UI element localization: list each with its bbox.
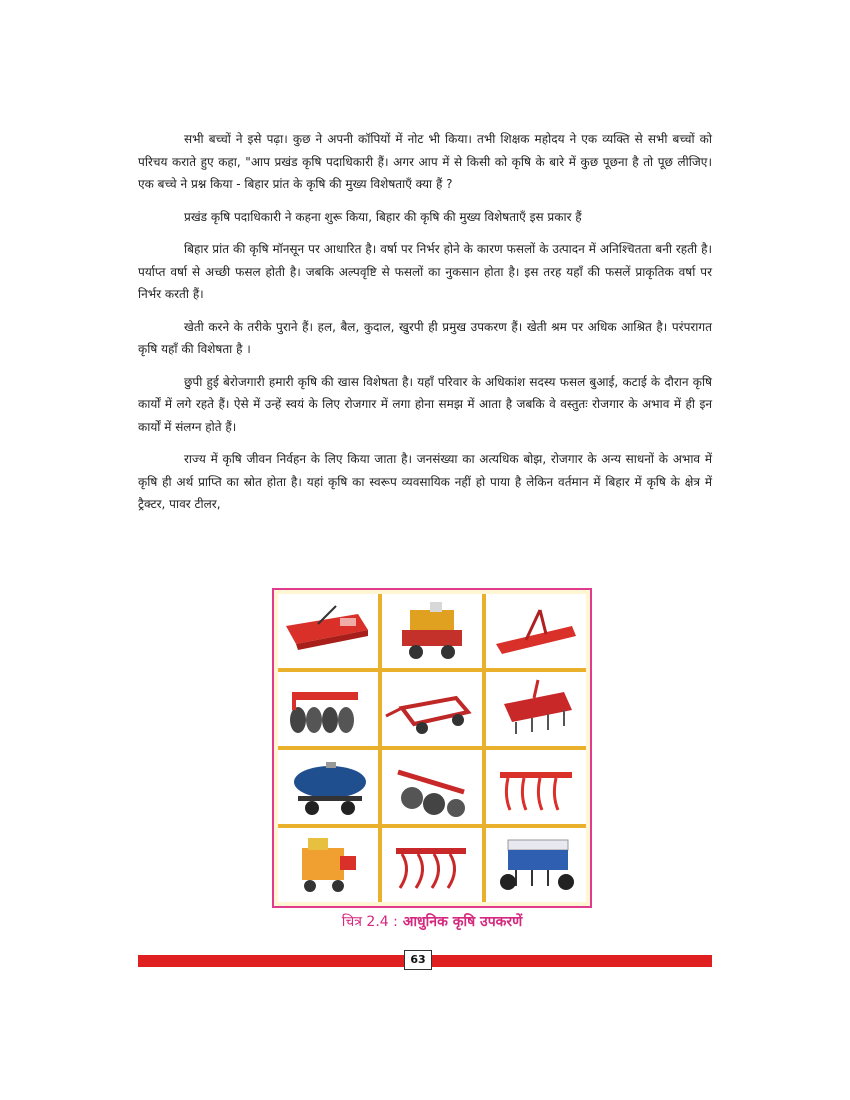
leveler-blade-icon [486,594,586,668]
cultivator-tines-icon [486,750,586,824]
harrow-equipment-icon [278,594,378,668]
disc-plough-icon [382,750,482,824]
trailer-frame-icon [382,672,482,746]
equipment-image-2 [382,594,482,668]
equipment-image-12 [486,828,586,902]
paragraph-features-intro: प्रखंड कृषि पदाधिकारी ने कहना शुरू किया, बिहार की कृषि की मुख्य विशेषताएँ इस प्रकार हैं [184,209,582,224]
figure-caption-title: आधुनिक कृषि उपकरणें [402,914,523,930]
equipment-image-8 [382,750,482,824]
equipment-image-7 [278,750,378,824]
thresher-machine-icon [382,594,482,668]
figure-caption [272,912,592,931]
rotavator-icon [486,672,586,746]
paragraph-monsoon: बिहार प्रांत की कृषि मॉनसून पर आधारित है। वर्षा पर निर्भर होने के कारण फसलों के उत्पादन में अनिश्चितता बनी रहती है। पर्याप्त वर्षा से अच्छी फसल होती है। जबकि अल्पवृष्टि से फसलों का नुकसान होता है। इस तरह यहाँ की फसलें प्राकृतिक वर्षा पर निर्भर करती हैं। [138,242,712,301]
paragraph-unemployment: छुपी हुई बेरोजगारी हमारी कृषि की खास विशेषता है। यहाँ परिवार के अधिकांश सदस्य फसल बुआई, कटाई के दौरान कृषि कार्यों में लगे रहते हैं। ऐसे में उन्हें स्वयं के लिए रोजगार में लगा होना समझ में आता है जबकि वे वस्तुतः रोजगार के अभाव में ही इन कार्यों में संलग्न होते हैं। [138,374,712,434]
equipment-figure [272,588,592,908]
equipment-image-4 [278,672,378,746]
seed-drill-icon [486,828,586,902]
figure-caption-number: चित्र 2.4 : [341,914,398,930]
equipment-image-5 [382,672,482,746]
paragraph-intro: सभी बच्चों ने इसे पढ़ा। कुछ ने अपनी कॉपियों में नोट भी किया। तभी शिक्षक महोदय ने एक व्यक्ति से सभी बच्चों को परिचय कराते हुए कहा, "आप प्रखंड कृषि पदाधिकारी हैं। अगर आप में से किसी को कृषि के बारे में कुछ पूछना है तो पूछ लीजिए। एक बच्चे ने प्रश्न किया - बिहार प्रांत के कृषि की मुख्य विशेषताएँ क्या हैं ? [138,132,712,191]
page-number: 63 [404,950,432,970]
equipment-image-11 [382,828,482,902]
equipment-image-6 [486,672,586,746]
equipment-image-10 [278,828,378,902]
equipment-image-3 [486,594,586,668]
disc-harrow-icon [278,672,378,746]
thresher-orange-icon [278,828,378,902]
equipment-grid [278,594,586,902]
spring-cultivator-icon [382,828,482,902]
paragraph-subsistence: राज्य में कृषि जीवन निर्वहन के लिए किया जाता है। जनसंख्या का अत्यधिक बोझ, रोजगार के अन्य साधनों के अभाव में कृषि ही अर्थ प्राप्ति का स्रोत होता है। यहां कृषि का स्वरूप व्यवसायिक नहीं हो पाया है लेकिन वर्तमान में बिहार में कृषि के क्षेत्र में ट्रैक्टर, पावर टीलर, [138,452,712,511]
equipment-image-1 [278,594,378,668]
equipment-image-9 [486,750,586,824]
paragraph-traditional: खेती करने के तरीके पुराने हैं। हल, बैल, कुदाल, खुरपी ही प्रमुख उपकरण हैं। खेती श्रम पर अधिक आश्रित है। परंपरागत कृषि यहाँ की विशेषता है । [138,319,712,356]
body-text [138,128,712,526]
water-tanker-icon [278,750,378,824]
